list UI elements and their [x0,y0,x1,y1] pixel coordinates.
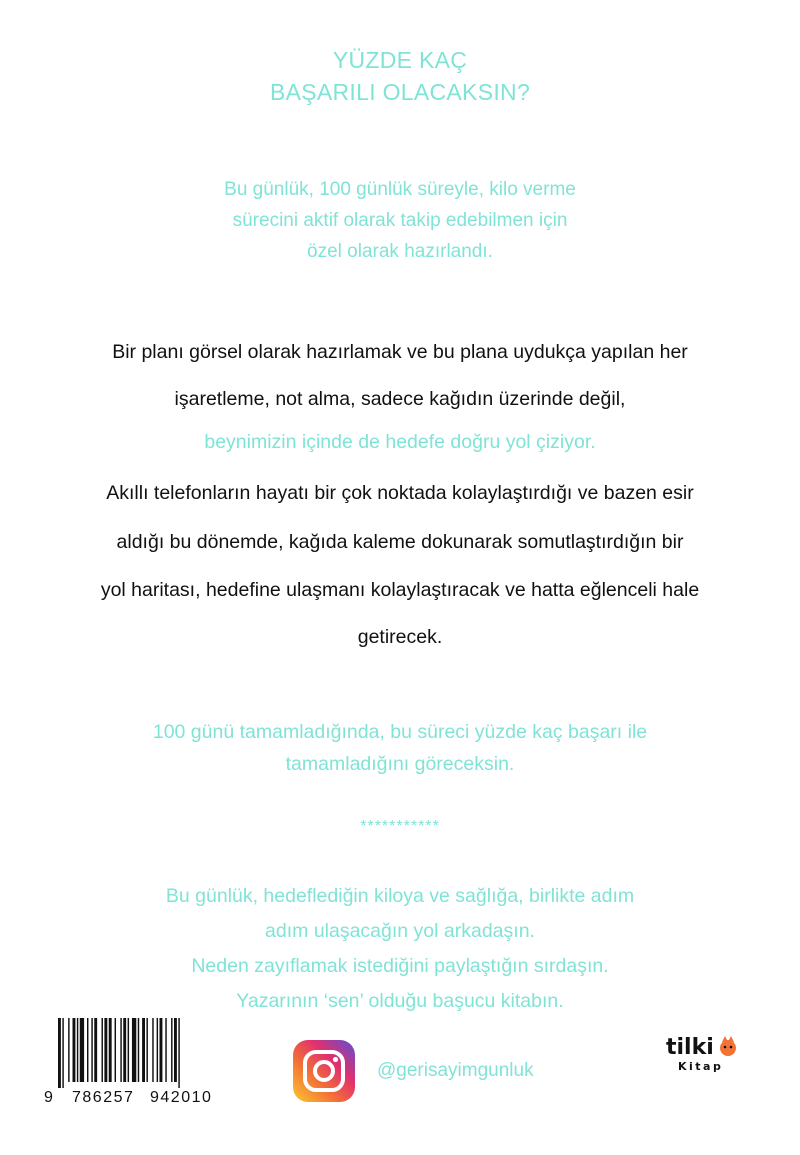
barcode [42,1016,242,1106]
barcode-bar [128,1018,129,1082]
body-line: Bir planı görsel olarak hazırlamak ve bu plana uydukça yapılan her [112,341,688,363]
outro-line: adım ulaşacağın yol arkadaşın. [265,920,535,942]
outro-paragraph [0,879,800,1019]
publisher-logo [664,1030,740,1076]
barcode-bar [152,1018,153,1082]
outro-line: Bu günlük, hedeflediğin kiloya ve sağlığa, birlikte adım [165,885,635,907]
barcode-bar [73,1018,76,1082]
barcode-bar [58,1018,61,1088]
outro-line: Yazarının ‘sen’ olduğu başucu kitabın. [236,990,564,1012]
barcode-bar [165,1018,166,1082]
title-line-2: BAŞARILI OLACAKSIN? [269,79,531,105]
barcode-prefix: 9 [44,1089,53,1106]
intro-line: sürecini aktif olarak takip edebilmen için [232,210,568,231]
barcode-bar [68,1018,69,1082]
publisher-name: tilki [666,1035,714,1060]
barcode-bar [102,1018,103,1082]
barcode-bar [178,1018,179,1088]
barcode-bar [146,1018,147,1082]
intro-line: Bu günlük, 100 günlük süreyle, kilo verme [224,179,576,200]
barcode-bar [142,1018,145,1082]
separator: *********** [360,818,440,835]
barcode-bar [132,1018,136,1082]
intro-line: özel olarak hazırlandı. [307,241,493,262]
outro-line: Neden zayıflamak istediğini paylaştığın sırdaşın. [191,955,609,977]
body-line: aldığı bu dönemde, kağıda kaleme dokunarak somutlaştırdığın bir [116,531,684,553]
barcode-bar [157,1018,158,1082]
summary-line: tamamladığını göreceksin. [285,753,515,775]
barcode-bar [160,1018,163,1082]
barcode-bar [115,1018,116,1082]
barcode-group-1: 786257 [72,1089,135,1106]
summary-paragraph [0,716,800,780]
title-line-1: YÜZDE KAÇ [332,47,468,73]
body-line: getirecek. [357,626,443,648]
barcode-bar [104,1018,107,1082]
body-line: yol haritası, hedefine ulaşmanı kolaylaştıracak ve hatta eğlenceli hale [100,579,700,601]
barcode-bar [138,1018,139,1082]
barcode-bar [91,1018,92,1082]
fox-mark [720,1040,736,1056]
intro-paragraph [0,174,800,267]
body-line: Akıllı telefonların hayatı bir çok noktada kolaylaştırdığı ve bazen esir [106,482,694,504]
body-line: işaretleme, not alma, sadece kağıdın üzerinde değil, [174,388,626,410]
barcode-bar [109,1018,112,1082]
barcode-bar [171,1018,172,1082]
barcode-bar [80,1018,84,1082]
barcode-bar [94,1018,97,1082]
barcode-bar [174,1018,177,1082]
back-cover-title [0,44,800,108]
barcode-bar [123,1018,126,1082]
summary-line: 100 günü tamamladığında, bu süreci yüzde kaç başarı ile [152,721,648,743]
instagram-handle: @gerisayimgunluk [377,1060,534,1081]
instagram-icon [293,1040,355,1102]
barcode-bar [87,1018,88,1082]
barcode-bar [120,1018,121,1082]
barcode-group-2: 942010 [150,1089,213,1106]
barcode-bars [58,1018,180,1088]
barcode-bar [62,1018,63,1088]
barcode-bar [77,1018,78,1082]
publisher-sub: Kitap [678,1060,724,1073]
body-highlight-line: beynimizin içinde de hedefe doğru yol çiziyor. [204,431,596,453]
